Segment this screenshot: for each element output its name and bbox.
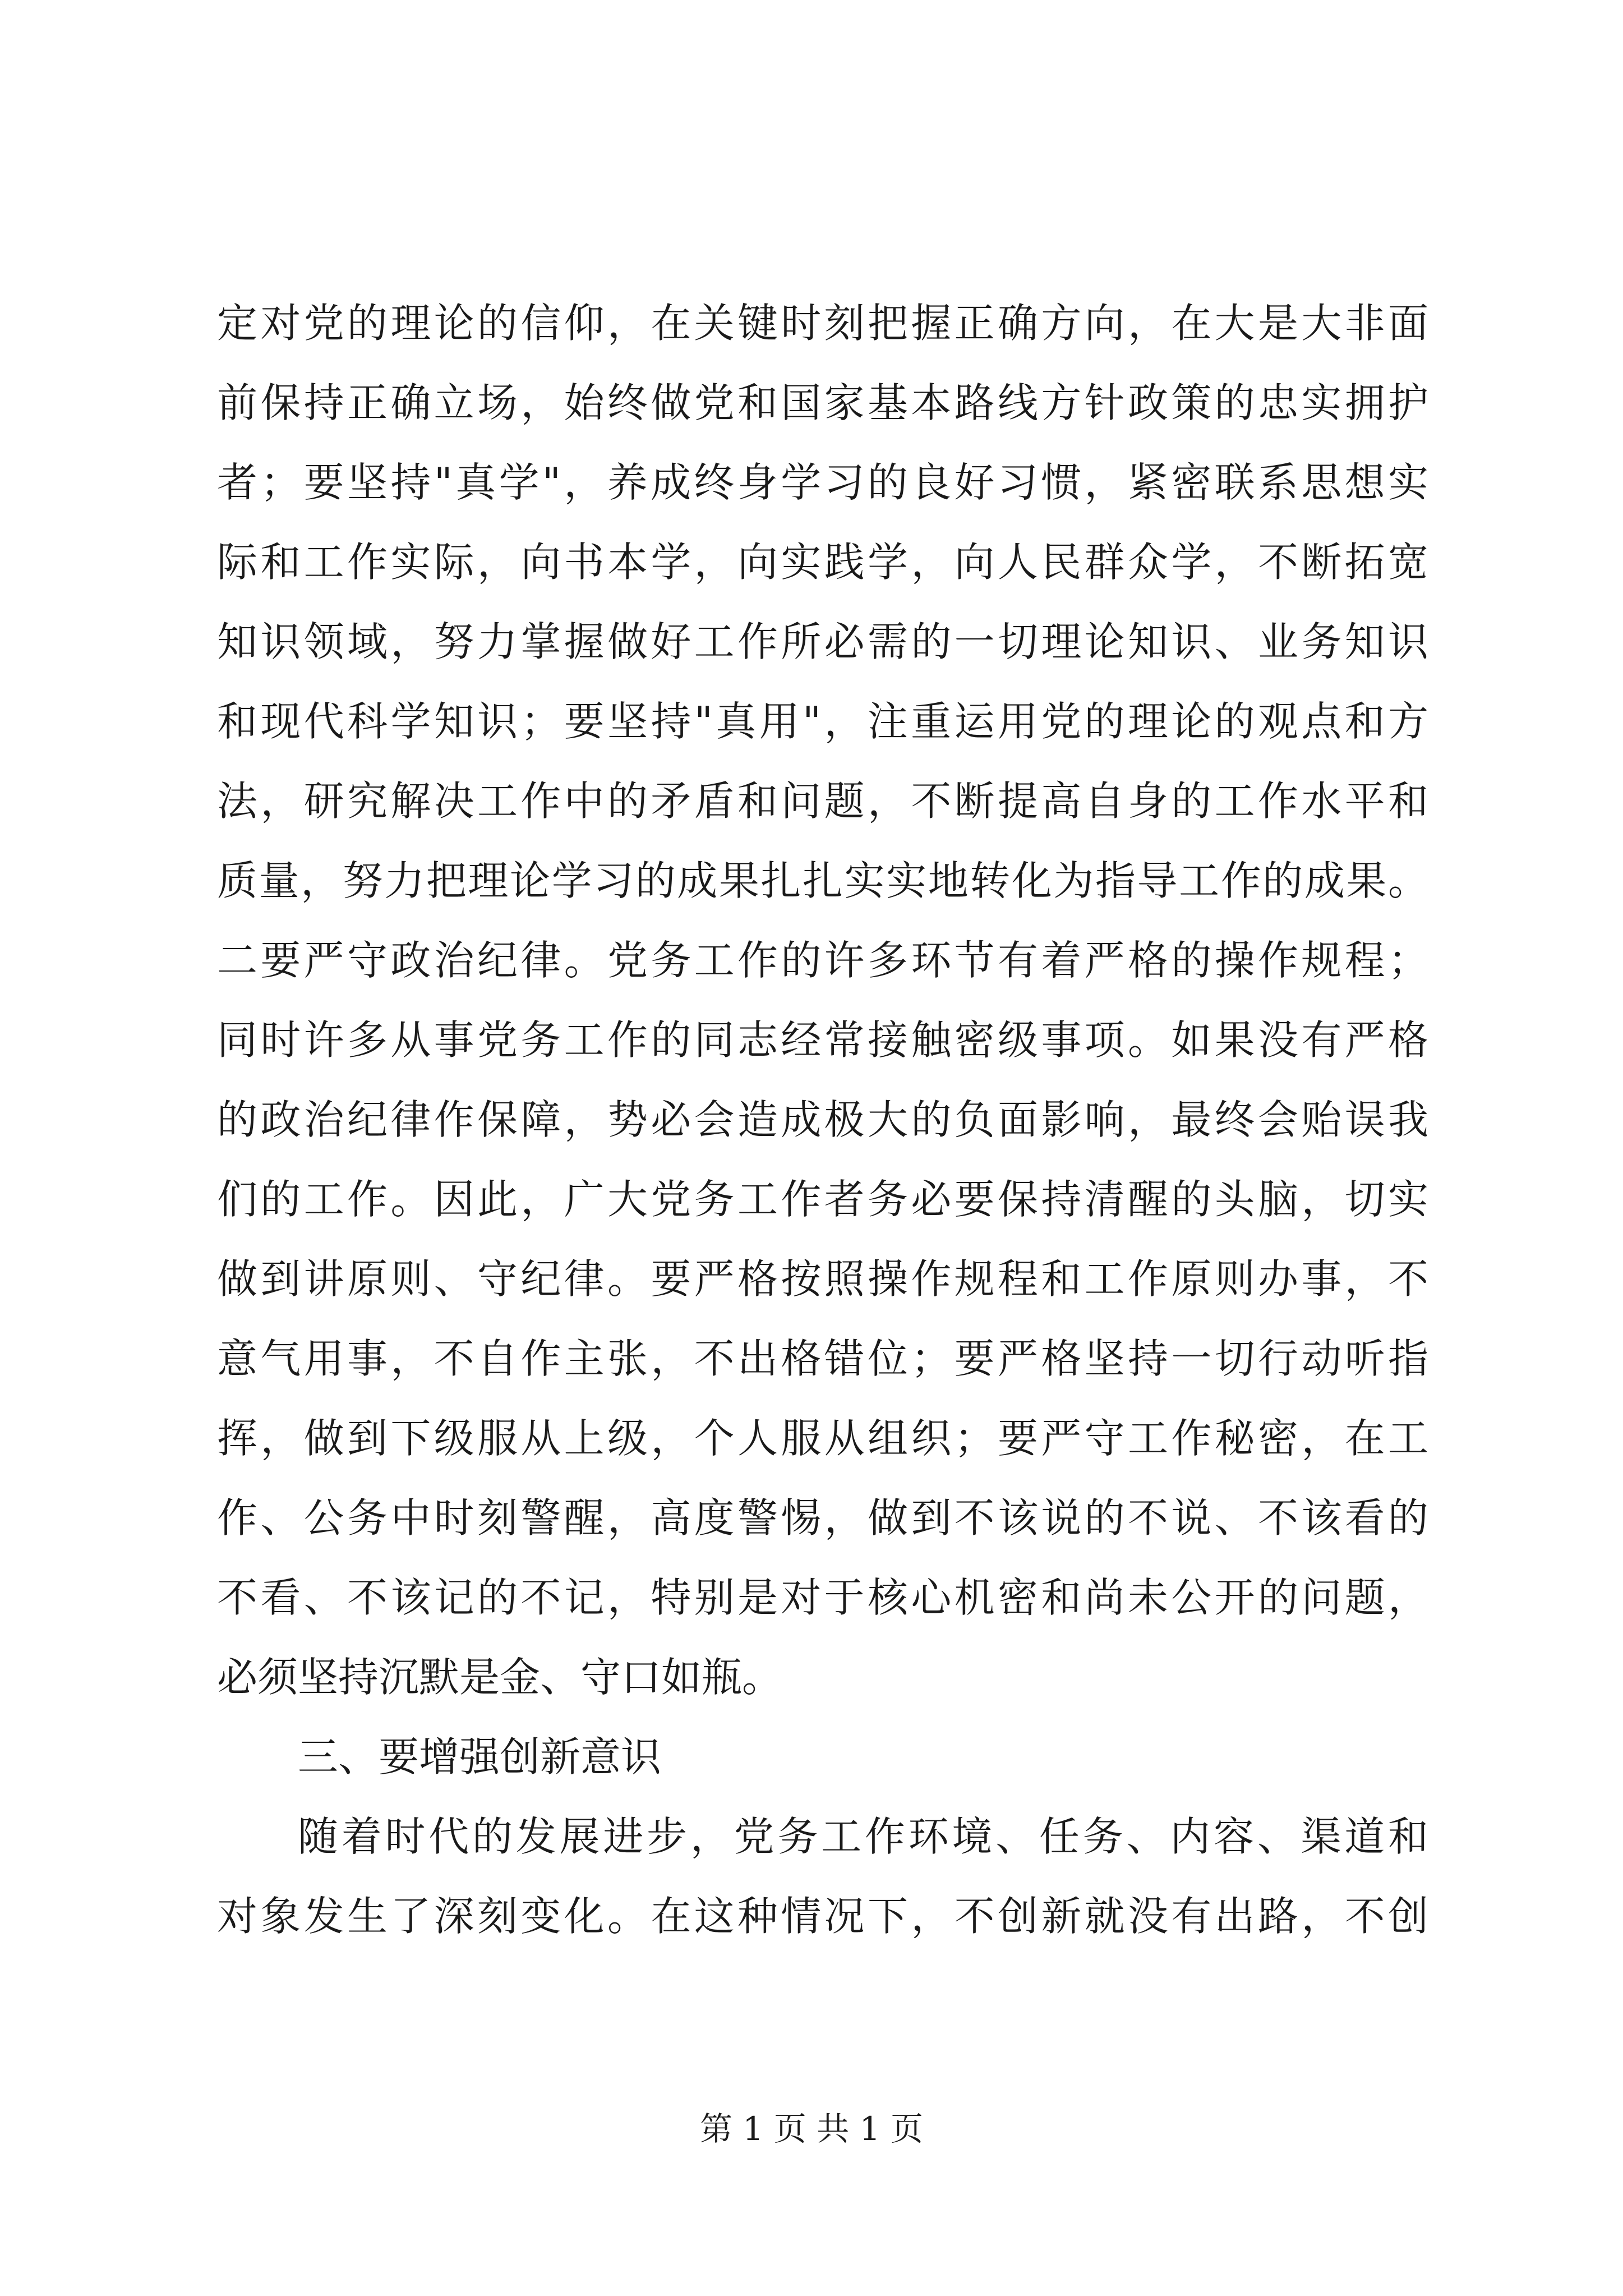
text-line: 二要严守政治纪律。党务工作的许多环节有着严格的操作规程； [217,937,1428,984]
text-line: 挥，做到下级服从上级，个人服从组织；要严守工作秘密，在工 [217,1415,1428,1462]
text-line: 定对党的理论的信仰，在关键时刻把握正确方向，在大是大非面 [217,300,1428,347]
paragraph-line: 随着时代的发展进步，党务工作环境、任务、内容、渠道和 [298,1813,1428,1860]
document-body [217,283,1428,1956]
text-line: 前保持正确立场，始终做党和国家基本路线方针政策的忠实拥护 [217,379,1428,426]
text-line: 同时许多从事党务工作的同志经常接触密级事项。如果没有严格 [217,1016,1428,1064]
text-line: 必须坚持沉默是金、守口如瓶。 [217,1654,783,1701]
text-line: 的政治纪律作保障，势必会造成极大的负面影响，最终会贻误我 [217,1096,1428,1143]
section-heading: 三、要增强创新意识 [298,1733,662,1780]
text-line: 法，研究解决工作中的矛盾和问题，不断提高自身的工作水平和 [217,777,1428,825]
page-footer: 第 1 页 共 1 页 [700,2110,923,2148]
text-line: 们的工作。因此，广大党务工作者务必要保持清醒的头脑，切实 [217,1176,1428,1223]
text-line: 质量，努力把理论学习的成果扎扎实实地转化为指导工作的成果。 [217,857,1428,904]
text-line: 做到讲原则、守纪律。要严格按照操作规程和工作原则办事，不 [217,1255,1428,1303]
text-line: 者；要坚持"真学"，养成终身学习的良好习惯，紧密联系思想实 [217,459,1428,506]
text-line: 作、公务中时刻警醒，高度警惕，做到不该说的不说、不该看的 [217,1494,1428,1542]
text-line: 不看、不该记的不记，特别是对于核心机密和尚未公开的问题， [217,1574,1428,1621]
text-line: 际和工作实际，向书本学，向实践学，向人民群众学，不断拓宽 [217,539,1428,586]
text-line: 和现代科学知识；要坚持"真用"，注重运用党的理论的观点和方 [217,698,1428,745]
text-line: 意气用事，不自作主张，不出格错位；要严格坚持一切行动听指 [217,1335,1428,1382]
text-line: 知识领域，努力掌握做好工作所必需的一切理论知识、业务知识 [217,618,1428,665]
paragraph-line: 对象发生了深刻变化。在这种情况下，不创新就没有出路，不创 [217,1893,1428,1940]
